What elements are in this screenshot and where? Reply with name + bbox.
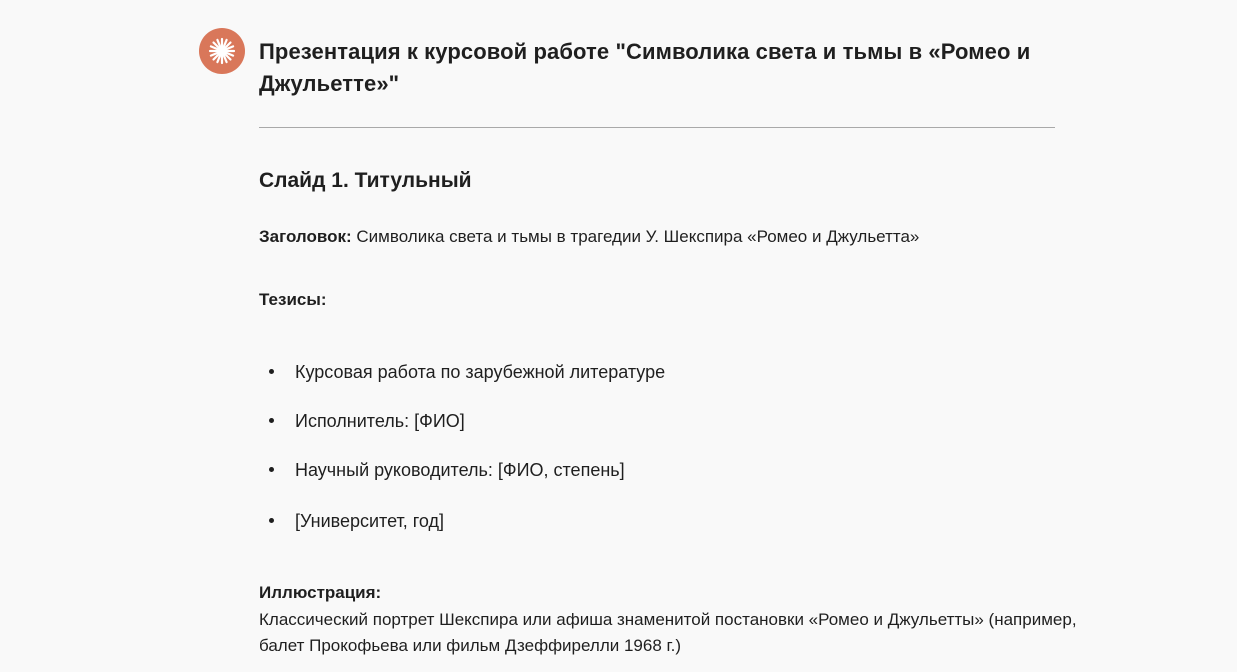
theses-label-text: Тезисы: [259, 290, 327, 309]
title-value: Символика света и тьмы в трагедии У. Шекспира «Ромео и Джульетта» [351, 227, 920, 246]
document-title: Презентация к курсовой работе "Символика света и тьмы в «Ромео и Джульетте»" [259, 39, 1031, 96]
list-item-text: Курсовая работа по зарубежной литературе [295, 362, 666, 382]
bullet-icon [269, 467, 274, 472]
bullet-icon [269, 518, 274, 523]
illustration-text: Классический портрет Шекспира или афиша знаменитой постановки «Ромео и Джульетты» (например, балет Прокофьева или фильм Дзеффирелли 1968 г.) [259, 610, 1077, 655]
message-header [259, 36, 1059, 100]
illustration-label-text: Иллюстрация: [259, 583, 382, 602]
title-label: Заголовок: [259, 227, 352, 246]
slide-heading: Слайд 1. Титульный [259, 169, 472, 192]
list-item-text: [Университет, год] [295, 511, 445, 531]
assistant-avatar [199, 28, 245, 74]
divider [259, 127, 1055, 128]
bullet-icon [269, 418, 274, 423]
slide-title-line [259, 224, 919, 250]
sparkle-icon [207, 36, 237, 66]
theses-label [259, 287, 327, 313]
bullet-icon [269, 369, 274, 374]
list-item-text: Научный руководитель: [ФИО, степень] [295, 460, 625, 480]
illustration-label [259, 580, 381, 606]
list-item-text: Исполнитель: [ФИО] [295, 411, 465, 431]
